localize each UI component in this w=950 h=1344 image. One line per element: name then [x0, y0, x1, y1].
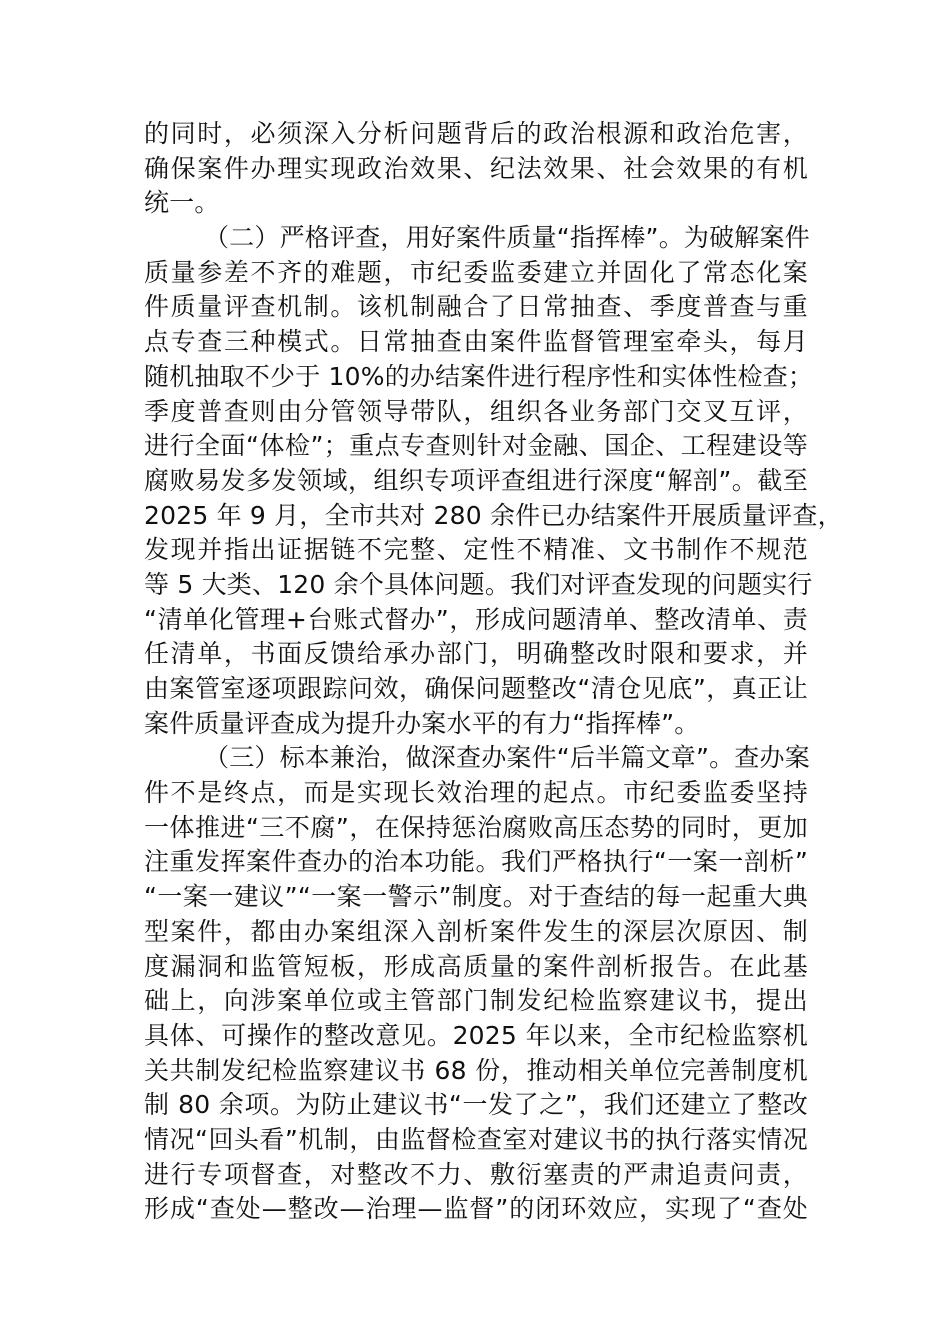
text-line: 的同时，必须深入分析问题背后的政治根源和政治危害， — [144, 119, 808, 148]
text-line: 2025 年 9 月，全市共对 280 余件已办结案件开展质量评查， — [144, 500, 843, 530]
text-line: 任清单，书面反馈给承办部门，明确整改时限和要求，并 — [144, 639, 808, 669]
paragraph-continuation — [144, 117, 808, 221]
text-line: 随机抽取不少于 10%的办结案件进行程序性和实体性检查； — [144, 361, 814, 391]
text-line: 情况“回头看”机制，由监督检查室对建议书的执行落实情况 — [144, 1124, 808, 1154]
text-line: 统一。 — [144, 188, 220, 218]
text-line: 发现并指出证据链不完整、定性不精准、文书制作不规范 — [144, 535, 808, 565]
text-line: 形成“查处—整改—治理—监督”的闭环效应，实现了“查处 — [144, 1194, 808, 1224]
section-heading-line: （三）标本兼治，做深查办案件“后半篇文章”。查办案 — [204, 743, 810, 773]
text-line: 进行专项督查，对整改不力、敷衍塞责的严肃追责问责， — [144, 1159, 808, 1189]
text-line: 季度普查则由分管领导带队，组织各业务部门交叉互评， — [144, 396, 808, 426]
text-line: 度漏洞和监管短板，形成高质量的案件剖析报告。在此基 — [144, 951, 808, 981]
section-heading-line: （二）严格评查，用好案件质量“指挥棒”。为破解案件 — [204, 223, 810, 253]
text-line: 型案件，都由办案组深入剖析案件发生的深层次原因、制 — [144, 916, 808, 946]
text-line: “一案一建议”“一案一警示”制度。对于查结的每一起重大典 — [144, 882, 808, 912]
text-line: 点专查三种模式。日常抽查由案件监督管理室牵头，每月 — [144, 327, 808, 357]
paragraph-section-2 — [144, 221, 843, 741]
text-line: 具体、可操作的整改意见。2025 年以来，全市纪检监察机 — [144, 1020, 808, 1050]
text-line: 进行全面“体检”；重点专查则针对金融、国企、工程建设等 — [144, 431, 808, 461]
text-line: 质量参差不齐的难题，市纪委监委建立并固化了常态化案 — [144, 257, 808, 287]
text-line: 等 5 大类、120 余个具体问题。我们对评查发现的问题实行 — [144, 569, 813, 599]
text-line: 一体推进“三不腐”，在保持惩治腐败高压态势的同时，更加 — [144, 812, 808, 842]
document-body — [144, 117, 843, 1227]
text-line: 础上，向涉案单位或主管部门制发纪检监察建议书，提出 — [144, 986, 808, 1016]
text-line: 腐败易发多发领域，组织专项评查组进行深度“解剖”。截至 — [144, 465, 808, 495]
text-line: 关共制发纪检监察建议书 68 份，推动相关单位完善制度机 — [144, 1055, 808, 1085]
text-line: “清单化管理+台账式督办”，形成问题清单、整改清单、责 — [144, 604, 808, 634]
text-line: 由案管室逐项跟踪问效，确保问题整改“清仓见底”，真正让 — [144, 674, 808, 703]
text-line: 制 80 余项。为防止建议书“一发了之”，我们还建立了整改 — [144, 1090, 808, 1120]
text-line: 件不是终点，而是实现长效治理的起点。市纪委监委坚持 — [144, 778, 808, 808]
paragraph-section-3 — [144, 741, 808, 1227]
text-line: 确保案件办理实现政治效果、纪法效果、社会效果的有机 — [144, 153, 808, 183]
text-line: 注重发挥案件查办的治本功能。我们严格执行“一案一剖析” — [144, 847, 808, 877]
text-line: 件质量评查机制。该机制融合了日常抽查、季度普查与重 — [144, 292, 808, 322]
text-line: 案件质量评查成为提升办案水平的有力“指挥棒”。 — [144, 708, 700, 738]
